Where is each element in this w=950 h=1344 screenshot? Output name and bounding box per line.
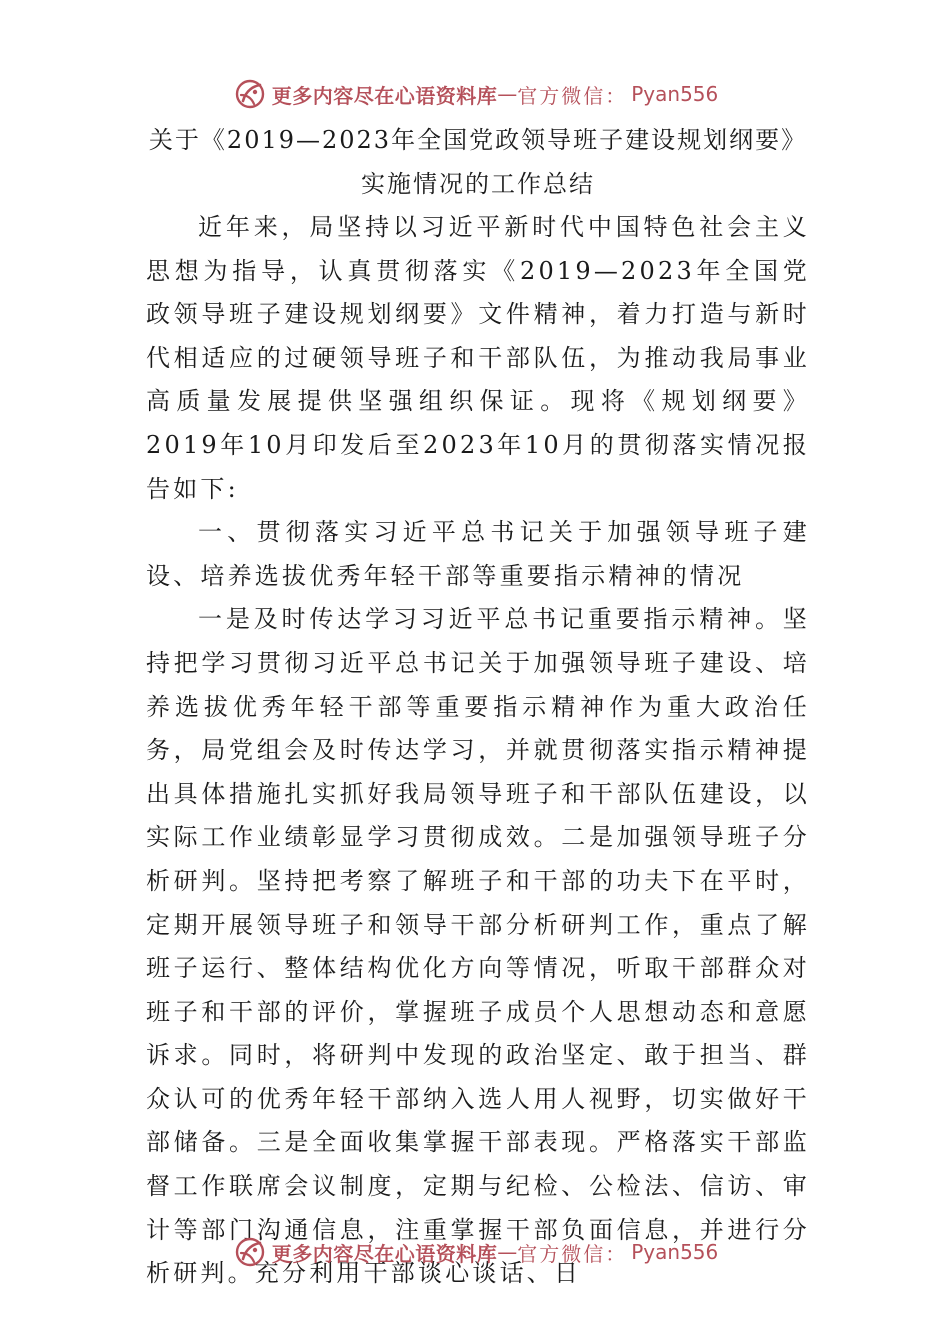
watermark-wechat-id: Pyan556 — [631, 1240, 719, 1264]
watermark-brand: 更多内容尽在心语资料库 — [271, 1241, 498, 1266]
watermark-footer — [0, 1232, 950, 1272]
swirl-logo-icon — [232, 1234, 268, 1270]
watermark-label: 官方微信： — [517, 83, 628, 108]
section-heading-1: 一、贯彻落实习近平总书记关于加强领导班子建设、培养选拔优秀年轻干部等重要指示精神的情况 — [146, 518, 810, 590]
watermark-separator: — — [497, 82, 518, 106]
document-body — [146, 118, 810, 1296]
swirl-logo-icon — [232, 76, 268, 112]
watermark-header — [0, 74, 950, 114]
paragraph-intro: 近年来，局坚持以习近平新时代中国特色社会主义思想为指导，认真贯彻落实《2019—2023年全国党政领导班子建设规划纲要》文件精神，着力打造与新时代相适应的过硬领导班子和干部队伍，为推动我局事业高质量发展提供坚强组织保证。现将《规划纲要》2019年10月印发后至2023年10月的贯彻落实情况报告如下: — [146, 213, 810, 503]
document-title: 关于《2019—2023年全国党政领导班子建设规划纲要》实施情况的工作总结 — [148, 126, 808, 198]
watermark-brand: 更多内容尽在心语资料库 — [271, 83, 498, 108]
watermark-separator: — — [497, 1240, 518, 1264]
watermark-label: 官方微信： — [517, 1241, 628, 1266]
paragraph-section-1: 一是及时传达学习习近平总书记重要指示精神。坚持把学习贯彻习近平总书记关于加强领导班子建设、培养选拔优秀年轻干部等重要指示精神作为重大政治任务，局党组会及时传达学习，并就贯彻落实指示精神提出具体措施扎实抓好我局领导班子和干部队伍建设，以实际工作业绩彰显学习贯彻成效。二是加强领导班子分析研判。坚持把考察了解班子和干部的功夫下在平时，定期开展领导班子和领导干部分析研判工作，重点了解班子运行、整体结构优化方向等情况，听取干部群众对班子和干部的评价，掌握班子成员个人思想动态和意愿诉求。同时，将研判中发现的政治坚定、敢于担当、群众认可的优秀年轻干部纳入选人用人视野，切实做好干部储备。三是全面收集掌握干部表现。严格落实干部监督工作联席会议制度，定期与纪检、公检法、信访、审计等部门沟通信息，注重掌握干部负面信息，并进行分析研判。充分利用干部谈心谈话、日 — [146, 605, 810, 1288]
watermark-wechat-id: Pyan556 — [631, 82, 719, 106]
